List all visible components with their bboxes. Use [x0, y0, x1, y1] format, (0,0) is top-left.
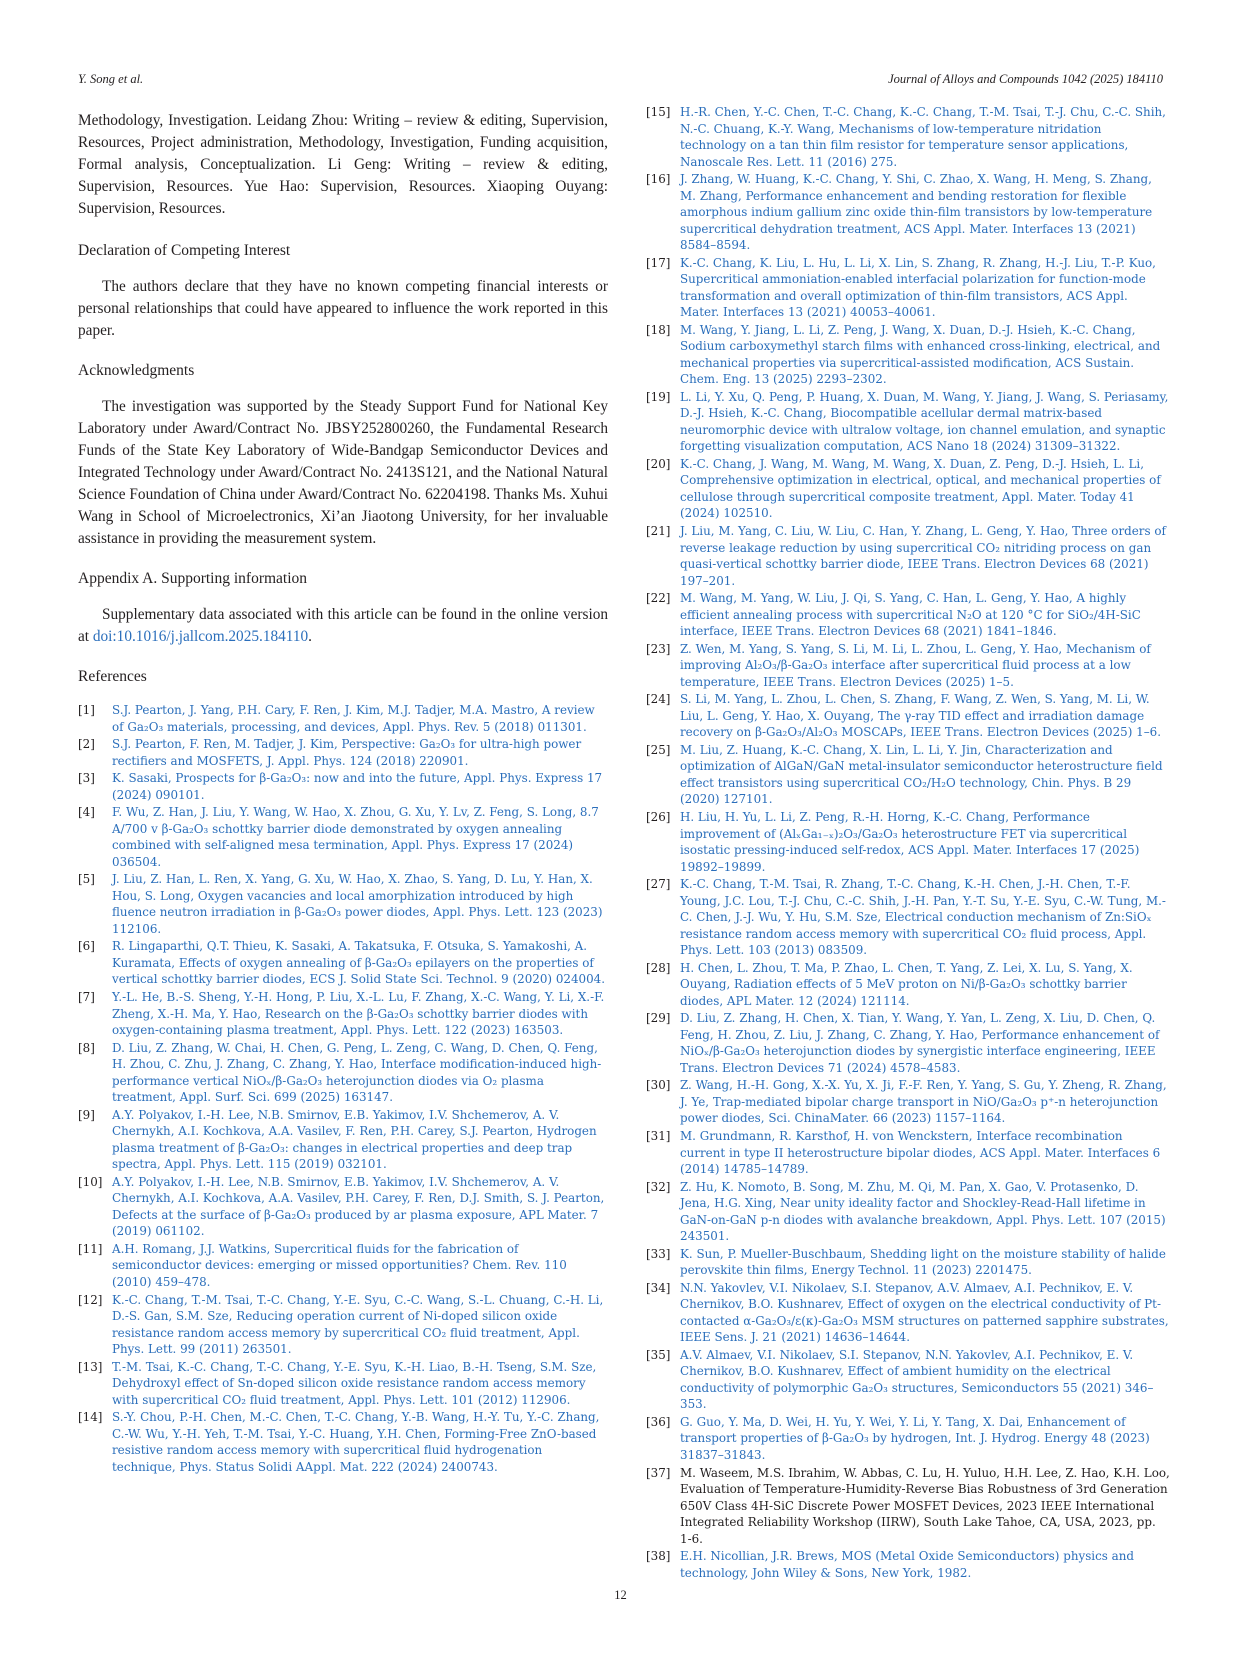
reference-number: [19]: [646, 389, 671, 404]
reference-item: [78, 702, 608, 735]
reference-item: [646, 255, 1170, 321]
reference-text-link[interactable]: A.Y. Polyakov, I.-H. Lee, N.B. Smirnov, E.B. Yakimov, I.V. Shchemerov, A. V. Chernykh, A.I. Kochkova, A.A. Vasilev, F. Ren, P.H. Carey, S.J. Pearton, Hydrogen plasma treatment of β-Ga₂O₃: changes in electrical properties and deep trap spectra, Appl. Phys. Lett. 115 (2019) 032101.: [112, 1107, 597, 1172]
reference-text-link[interactable]: L. Li, Y. Xu, Q. Peng, P. Huang, X. Duan, M. Wang, Y. Jiang, J. Wang, S. Periasamy, D.-J. Hsieh, K.-C. Chang, Biocompatible acellular dermal matrix-based neuromorphic device with ultralow voltage, ion channel emulation, and synaptic forgetting visualization computation, ACS Nano 18 (2024) 31309–31322.: [680, 389, 1169, 454]
appendix-text: [78, 604, 608, 648]
reference-number: [2]: [78, 737, 95, 752]
competing-interest-heading: Declaration of Competing Interest: [78, 242, 291, 259]
doi-link[interactable]: doi:10.1016/j.jallcom.2025.184110: [92, 628, 309, 645]
reference-text-link[interactable]: M. Liu, Z. Huang, K.-C. Chang, X. Lin, L. Li, Y. Jin, Characterization and optimization of AlGaN/GaN metal-insulator semiconductor heterostructure field effect transistors using supercritical CO₂/H₂O technology, Chin. Phys. B 29 (2020) 127101.: [680, 742, 1163, 807]
reference-number: [15]: [646, 105, 671, 119]
reference-item: [646, 590, 1170, 640]
reference-text-link[interactable]: H.-R. Chen, Y.-C. Chen, T.-C. Chang, K.-C. Chang, T.-M. Tsai, T.-J. Chu, C.-C. Shih, N.-C. Chuang, K.-Y. Wang, Mechanisms of low-temperature nitridation technology on a tan thin film resistor for temperature sensor applications, Nanoscale Res. Lett. 11 (2016) 275.: [680, 105, 1166, 169]
reference-number: [35]: [646, 1347, 671, 1362]
reference-text-link[interactable]: K. Sasaki, Prospects for β-Ga₂O₃: now and into the future, Appl. Phys. Express 17 (2024) 090101.: [112, 771, 603, 802]
reference-item: [646, 1077, 1170, 1127]
reference-text-link: M. Waseem, M.S. Ibrahim, W. Abbas, C. Lu, H. Yuluo, H.H. Lee, Z. Hao, K.H. Loo, Evaluation of Temperature-Humidity-Reverse Bias Robustness of 3rd Generation 650V Class 4H-SiC Discrete Power MOSFET Devices, 2023 IEEE International Integrated Reliability Workshop (IIRW), South Lake Tahoe, CA, USA, 2023, pp. 1-6.: [680, 1465, 1170, 1546]
reference-item: [646, 960, 1170, 1010]
reference-number: [18]: [646, 322, 671, 337]
reference-number: [11]: [78, 1241, 103, 1256]
reference-text-link[interactable]: H. Liu, H. Yu, L. Li, Z. Peng, R.-H. Horng, K.-C. Chang, Performance improvement of (AlₓGa₁₋ₓ)₂O₃/Ga₂O₃ heterostructure FET via supercritical isostatic pressing-induced self-redox, ACS Appl. Mater. Interfaces 17 (2025) 19892–19899.: [680, 810, 1140, 874]
reference-item: [646, 691, 1170, 741]
reference-number: [23]: [646, 641, 671, 656]
reference-number: [4]: [78, 805, 95, 820]
reference-text-link[interactable]: R. Lingaparthi, Q.T. Thieu, K. Sasaki, A. Takatsuka, F. Otsuka, S. Yamakoshi, A. Kuramata, Effects of oxygen annealing of β-Ga₂O₃ epilayers on the properties of vertical schottky barrier diodes, ECS J. Solid State Sci. Technol. 9 (2020) 024004.: [112, 939, 606, 987]
reference-item: [646, 1128, 1170, 1178]
acknowledgments-heading: Acknowledgments: [78, 362, 195, 379]
credit-statement: Methodology, Investigation. Leidang Zhou: Writing – review & editing, Supervision, Resources, Project administration, Methodology, Investigation, Funding acquisition, Formal analysis, Conceptualization. Li Geng: Writing – review & editing, Supervision, Resources. Yue Hao: Supervision, Resources. Xiaoping Ouyang: Supervision, Resources.: [78, 112, 608, 217]
reference-item: [78, 1107, 608, 1173]
reference-item: [646, 171, 1170, 254]
reference-number: [30]: [646, 1078, 671, 1093]
reference-number: [9]: [78, 1107, 95, 1122]
reference-text-link[interactable]: S.J. Pearton, J. Yang, P.H. Cary, F. Ren, J. Kim, M.J. Tadjer, M.A. Mastro, A review of Ga₂O₃ materials, processing, and devices, Appl. Phys. Rev. 5 (2018) 011301.: [112, 703, 595, 734]
page-number: 12: [614, 1588, 627, 1602]
reference-text-link[interactable]: K. Sun, P. Mueller-Buschbaum, Shedding light on the moisture stability of halide perovskite thin films, Energy Technol. 11 (2023) 2201475.: [680, 1246, 1166, 1278]
reference-text-link[interactable]: J. Zhang, W. Huang, K.-C. Chang, Y. Shi, C. Zhao, X. Wang, H. Meng, S. Zhang, M. Zhang, Performance enhancement and bending restoration for flexible amorphous indium gallium zinc oxide thin-film transistors by low-temperature supercritical dehydration treatment, ACS Appl. Mater. Interfaces 13 (2021) 8584–8594.: [680, 172, 1153, 253]
reference-text-link[interactable]: A.Y. Polyakov, I.-H. Lee, N.B. Smirnov, E.B. Yakimov, I.V. Shchemerov, A. V. Chernykh, A.I. Kochkova, A.A. Vasilev, P.H. Carey, F. Ren, D.J. Smith, S. J. Pearton, Defects at the surface of β-Ga₂O₃ produced by ar plasma exposure, APL Mater. 7 (2019) 061102.: [112, 1174, 605, 1239]
reference-number: [28]: [646, 960, 671, 975]
reference-number: [3]: [78, 771, 95, 786]
reference-number: [16]: [646, 172, 671, 187]
reference-number: [24]: [646, 692, 671, 707]
reference-item: [78, 770, 608, 803]
reference-item: [78, 1292, 608, 1358]
reference-item: [646, 1280, 1170, 1346]
reference-text-link[interactable]: H. Chen, L. Zhou, T. Ma, P. Zhao, L. Chen, T. Yang, Z. Lei, X. Lu, S. Yang, X. Ouyang, Radiation effects of 5 MeV proton on Ni/β-Ga₂O₃ schottky barrier diodes, APL Mater. 12 (2024) 121114.: [680, 960, 1133, 1008]
reference-item: [646, 322, 1170, 388]
reference-list-right: [646, 104, 1170, 1581]
reference-item: [78, 1409, 608, 1475]
reference-number: [29]: [646, 1011, 671, 1026]
reference-item: [78, 1174, 608, 1240]
references-heading: References: [78, 668, 147, 685]
reference-number: [1]: [78, 703, 95, 717]
reference-item: [646, 104, 1170, 170]
reference-text-link[interactable]: J. Liu, M. Yang, C. Liu, W. Liu, C. Han, Y. Zhang, L. Geng, Y. Hao, Three orders of reverse leakage reduction by using supercritical CO₂ nitriding process on gan quasi-vertical schottky barrier diode, IEEE Trans. Electron Devices 68 (2021) 197–201.: [680, 524, 1166, 588]
left-column: [78, 110, 608, 1476]
reference-item: [78, 938, 608, 988]
reference-number: [6]: [78, 939, 95, 954]
reference-text-link[interactable]: Z. Wang, H.-H. Gong, X.-X. Yu, X. Ji, F.-F. Ren, Y. Yang, S. Gu, Y. Zheng, R. Zhang, J. Ye, Trap-mediated bipolar charge transport in NiO/Ga₂O₃ p⁺-n heterojunction power diodes, Sci. ChinaMater. 66 (2023) 1157–1164.: [680, 1078, 1167, 1126]
reference-number: [33]: [646, 1246, 671, 1261]
appendix-text-after: .: [308, 628, 312, 645]
reference-text-link[interactable]: A.H. Romang, J.J. Watkins, Supercritical fluids for the fabrication of semiconductor devices: emerging or missed opportunities? Chem. Rev. 110 (2010) 459–478.: [112, 1241, 567, 1289]
reference-number: [20]: [646, 456, 671, 471]
reference-item: [78, 804, 608, 870]
reference-item: [78, 989, 608, 1039]
reference-item: [78, 1040, 608, 1106]
reference-text-link[interactable]: N.N. Yakovlev, V.I. Nikolaev, S.I. Stepanov, A.V. Almaev, A.I. Pechnikov, E. V. Chernikov, B.O. Kushnarev, Effect of oxygen on the electrical conductivity of Pt-contacted α-Ga₂O₃/ε(κ)-Ga₂O₃ MSM structures on patterned sapphire substrates, IEEE Sens. J. 21 (2021) 14636–14644.: [680, 1280, 1169, 1345]
reference-text-link[interactable]: M. Wang, M. Yang, W. Liu, J. Qi, S. Yang, C. Han, L. Geng, Y. Hao, A highly efficient annealing process with supercritical N₂O at 120 °C for SiO₂/4H-SiC interface, IEEE Trans. Electron Devices 68 (2021) 1841–1846.: [680, 591, 1141, 639]
running-header-journal: Journal of Alloys and Compounds 1042 (2025) 184110: [888, 72, 1163, 86]
reference-text-link[interactable]: M. Wang, Y. Jiang, L. Li, Z. Peng, J. Wang, X. Duan, D.-J. Hsieh, K.-C. Chang, Sodium carboxymethyl starch films with enhanced cross-linking, electrical, and mechanical properties via supercritical-assisted modification, ACS Sustain. Chem. Eng. 13 (2025) 2293–2302.: [680, 322, 1161, 387]
reference-number: [8]: [78, 1040, 95, 1055]
reference-list-left: [78, 702, 608, 1475]
running-header-authors: Y. Song et al.: [78, 72, 144, 86]
reference-item: [646, 1246, 1170, 1279]
reference-text-link[interactable]: D. Liu, Z. Zhang, H. Chen, X. Tian, Y. Wang, Y. Yan, L. Zeng, X. Liu, D. Chen, Q. Feng, H. Zhou, Z. Liu, J. Zhang, C. Zhang, Y. Hao, Performance enhancement of NiOₓ/β-Ga₂O₃ heterojunction diodes by synergistic interface engineering, IEEE Trans. Electron Devices 71 (2024) 4578–4583.: [680, 1011, 1160, 1075]
reference-item: [646, 389, 1170, 455]
reference-number: [7]: [78, 990, 95, 1005]
reference-text-link[interactable]: K.-C. Chang, K. Liu, L. Hu, L. Li, X. Lin, S. Zhang, R. Zhang, H.-J. Liu, T.-P. Kuo, Supercritical ammoniation-enabled interfacial polarization for function-mode transformation and overall optimization of thin-film transistors, ACS Appl. Mater. Interfaces 13 (2021) 40053–40061.: [680, 255, 1156, 320]
reference-text-link[interactable]: A.V. Almaev, V.I. Nikolaev, S.I. Stepanov, N.N. Yakovlev, A.I. Pechnikov, E. V. Chernikov, B.O. Kushnarev, Effect of ambient humidity on the electrical conductivity of polymorphic Ga₂O₃ structures, Semiconductors 55 (2021) 346–353.: [680, 1347, 1154, 1412]
reference-text-link[interactable]: E.H. Nicollian, J.R. Brews, MOS (Metal Oxide Semiconductors) physics and technology, John Wiley & Sons, New York, 1982.: [680, 1549, 1134, 1580]
reference-number: [26]: [646, 810, 671, 825]
reference-text-link[interactable]: S.J. Pearton, F. Ren, M. Tadjer, J. Kim, Perspective: Ga₂O₃ for ultra-high power rectifiers and MOSFETS, J. Appl. Phys. 124 (2018) 220901.: [112, 737, 582, 768]
reference-item: [646, 1179, 1170, 1245]
reference-number: [5]: [78, 872, 95, 887]
reference-item: [78, 1241, 608, 1291]
reference-text-link[interactable]: J. Liu, Z. Han, L. Ren, X. Yang, G. Xu, W. Hao, X. Zhao, S. Yang, D. Lu, Y. Han, X. Hou, S. Long, Oxygen vacancies and local amorphization introduced by high fluence neutron irradiation in β-Ga₂O₃ power diodes, Appl. Phys. Lett. 123 (2023) 112106.: [112, 872, 603, 936]
reference-number: [10]: [78, 1174, 103, 1189]
reference-item: [646, 809, 1170, 875]
reference-number: [17]: [646, 255, 671, 270]
reference-text-link[interactable]: F. Wu, Z. Han, J. Liu, Y. Wang, W. Hao, X. Zhou, G. Xu, Y. Lv, Z. Feng, S. Long, 8.7 A/700 v β-Ga₂O₃ schottky barrier diode demonstrated by oxygen annealing combined with self-aligned mesa termination, Appl. Phys. Express 17 (2024) 036504.: [112, 805, 599, 869]
competing-interest-text: The authors declare that they have no known competing financial interests or personal relationships that could have appeared to influence the work reported in this paper.: [78, 278, 608, 339]
reference-number: [21]: [646, 524, 671, 539]
reference-text-link[interactable]: K.-C. Chang, J. Wang, M. Wang, M. Wang, X. Duan, Z. Peng, D.-J. Hsieh, L. Li, Comprehensive optimization in electrical, optical, and mechanical properties of cellulose through supercritical composite treatment, Appl. Mater. Today 41 (2024) 102510.: [680, 456, 1161, 521]
reference-text-link[interactable]: M. Grundmann, R. Karsthof, H. von Wenckstern, Interface recombination current in type II heterostructure bipolar diodes, ACS Appl. Mater. Interfaces 6 (2014) 14785–14789.: [680, 1129, 1161, 1176]
reference-number: [25]: [646, 742, 671, 757]
reference-item: [646, 1465, 1170, 1548]
right-column: [646, 104, 1170, 1582]
reference-item: [78, 1359, 608, 1409]
reference-text-link[interactable]: S. Li, M. Yang, L. Zhou, L. Chen, S. Zhang, F. Wang, Z. Wen, S. Yang, M. Li, W. Liu, L. Geng, Y. Hao, X. Ouyang, The γ-ray TID effect and irradiation damage recovery on β-Ga₂O₃/Al₂O₃ MOSCAPs, IEEE Trans. Electron Devices (2025) 1–6.: [680, 692, 1162, 740]
reference-number: [34]: [646, 1280, 671, 1295]
reference-item: [646, 1414, 1170, 1464]
reference-number: [12]: [78, 1292, 103, 1307]
acknowledgments-text: The investigation was supported by the Steady Support Fund for National Key Laboratory under Award/Contract No. JBSY252800260, the Fundamental Research Funds of the State Key Laboratory of Wide-Bandgap Semiconductor Devices and Integrated Technology under Award/Contract No. 2413S121, and the National Natural Science Foundation of China under Award/Contract No. 62204198. Thanks Ms. Xuhui Wang in School of Microelectronics, Xi’an Jiaotong University, for her invaluable assistance in providing the measurement system.: [78, 398, 608, 547]
reference-item: [646, 641, 1170, 691]
reference-number: [32]: [646, 1179, 671, 1194]
reference-text-link[interactable]: D. Liu, Z. Zhang, W. Chai, H. Chen, G. Peng, L. Zeng, C. Wang, D. Chen, Q. Feng, H. Zhou, C. Zhu, J. Zhang, C. Zhang, Y. Hao, Interface modification-induced high-performance vertical NiOₓ/β-Ga₂O₃ heterojunction diodes via O₂ plasma treatment, Appl. Surf. Sci. 699 (2025) 163147.: [112, 1040, 602, 1105]
reference-number: [22]: [646, 591, 671, 606]
appendix-text-before: Supplementary data associated with this article can be found in the online version at: [78, 606, 608, 645]
reference-item: [646, 456, 1170, 522]
reference-text-link[interactable]: K.-C. Chang, T.-M. Tsai, T.-C. Chang, Y.-E. Syu, C.-C. Wang, S.-L. Chuang, C.-H. Li, D.-S. Gan, S.M. Sze, Reducing operation current of Ni-doped silicon oxide resistance random access memory by supercritical CO₂ fluid treatment, Appl. Phys. Lett. 99 (2011) 263501.: [112, 1292, 604, 1357]
reference-text-link[interactable]: G. Guo, Y. Ma, D. Wei, H. Yu, Y. Wei, Y. Li, Y. Tang, X. Dai, Enhancement of transport properties of β-Ga₂O₃ by hydrogen, Int. J. Hydrog. Energy 48 (2023) 31837–31843.: [680, 1414, 1150, 1462]
reference-item: [646, 1548, 1170, 1581]
reference-number: [37]: [646, 1465, 671, 1480]
reference-text-link[interactable]: Z. Wen, M. Yang, S. Yang, S. Li, M. Li, L. Zhou, L. Geng, Y. Hao, Mechanism of improving Al₂O₃/β-Ga₂O₃ interface after supercritical fluid process at a low temperature, IEEE Trans. Electron Devices (2025) 1–5.: [680, 641, 1151, 689]
appendix-heading: Appendix A. Supporting information: [78, 570, 308, 587]
reference-item: [78, 871, 608, 937]
reference-text-link[interactable]: Y.-L. He, B.-S. Sheng, Y.-H. Hong, P. Liu, X.-L. Lu, F. Zhang, X.-C. Wang, Y. Li, X.-F. Zheng, X.-H. Ma, Y. Hao, Research on the β-Ga₂O₃ schottky barrier diodes with oxygen-containing plasma treatment, Appl. Phys. Lett. 122 (2023) 163503.: [112, 990, 605, 1038]
reference-text-link[interactable]: K.-C. Chang, T.-M. Tsai, R. Zhang, T.-C. Chang, K.-H. Chen, J.-H. Chen, T.-F. Young, J.C. Lou, T.-J. Chu, C.-C. Shih, J.-H. Pan, Y.-T. Su, Y.-E. Syu, C.-W. Tung, M.-C. Chen, J.-J. Wu, Y. Hu, S.M. Sze, Electrical conduction mechanism of Zn:SiOₓ resistance random access memory with supercritical CO₂ fluid process, Appl. Phys. Lett. 103 (2013) 083509.: [680, 877, 1166, 958]
reference-item: [646, 1010, 1170, 1076]
reference-number: [36]: [646, 1414, 671, 1429]
reference-number: [14]: [78, 1410, 103, 1425]
reference-text-link[interactable]: T.-M. Tsai, K.-C. Chang, T.-C. Chang, Y.-E. Syu, K.-H. Liao, B.-H. Tseng, S.M. Sze, Dehydroxyl effect of Sn-doped silicon oxide resistance random access memory with supercritical CO₂ fluid treatment, Appl. Phys. Lett. 101 (2012) 112906.: [112, 1359, 597, 1407]
reference-number: [27]: [646, 877, 671, 892]
reference-text-link[interactable]: S.-Y. Chou, P.-H. Chen, M.-C. Chen, T.-C. Chang, Y.-B. Wang, H.-Y. Tu, Y.-C. Zhang, C.-W. Wu, Y.-H. Yeh, T.-M. Tsai, Y.-C. Huang, Y.H. Chen, Forming-Free ZnO-based resistive random access memory with supercritical fluid hydrogenation technique, Phys. Status Solidi AAppl. Mat. 222 (2024) 2400743.: [112, 1410, 600, 1474]
reference-text-link[interactable]: Z. Hu, K. Nomoto, B. Song, M. Zhu, M. Qi, M. Pan, X. Gao, V. Protasenko, D. Jena, H.G. Xing, Near unity ideality factor and Shockley-Read-Hall lifetime in GaN-on-GaN p-n diodes with avalanche breakdown, Appl. Phys. Lett. 107 (2015) 243501.: [680, 1179, 1166, 1244]
reference-item: [78, 736, 608, 769]
reference-item: [646, 1347, 1170, 1413]
reference-item: [646, 742, 1170, 808]
reference-number: [31]: [646, 1129, 671, 1143]
reference-number: [38]: [646, 1549, 671, 1564]
reference-item: [646, 523, 1170, 589]
reference-number: [13]: [78, 1359, 103, 1374]
reference-item: [646, 876, 1170, 959]
